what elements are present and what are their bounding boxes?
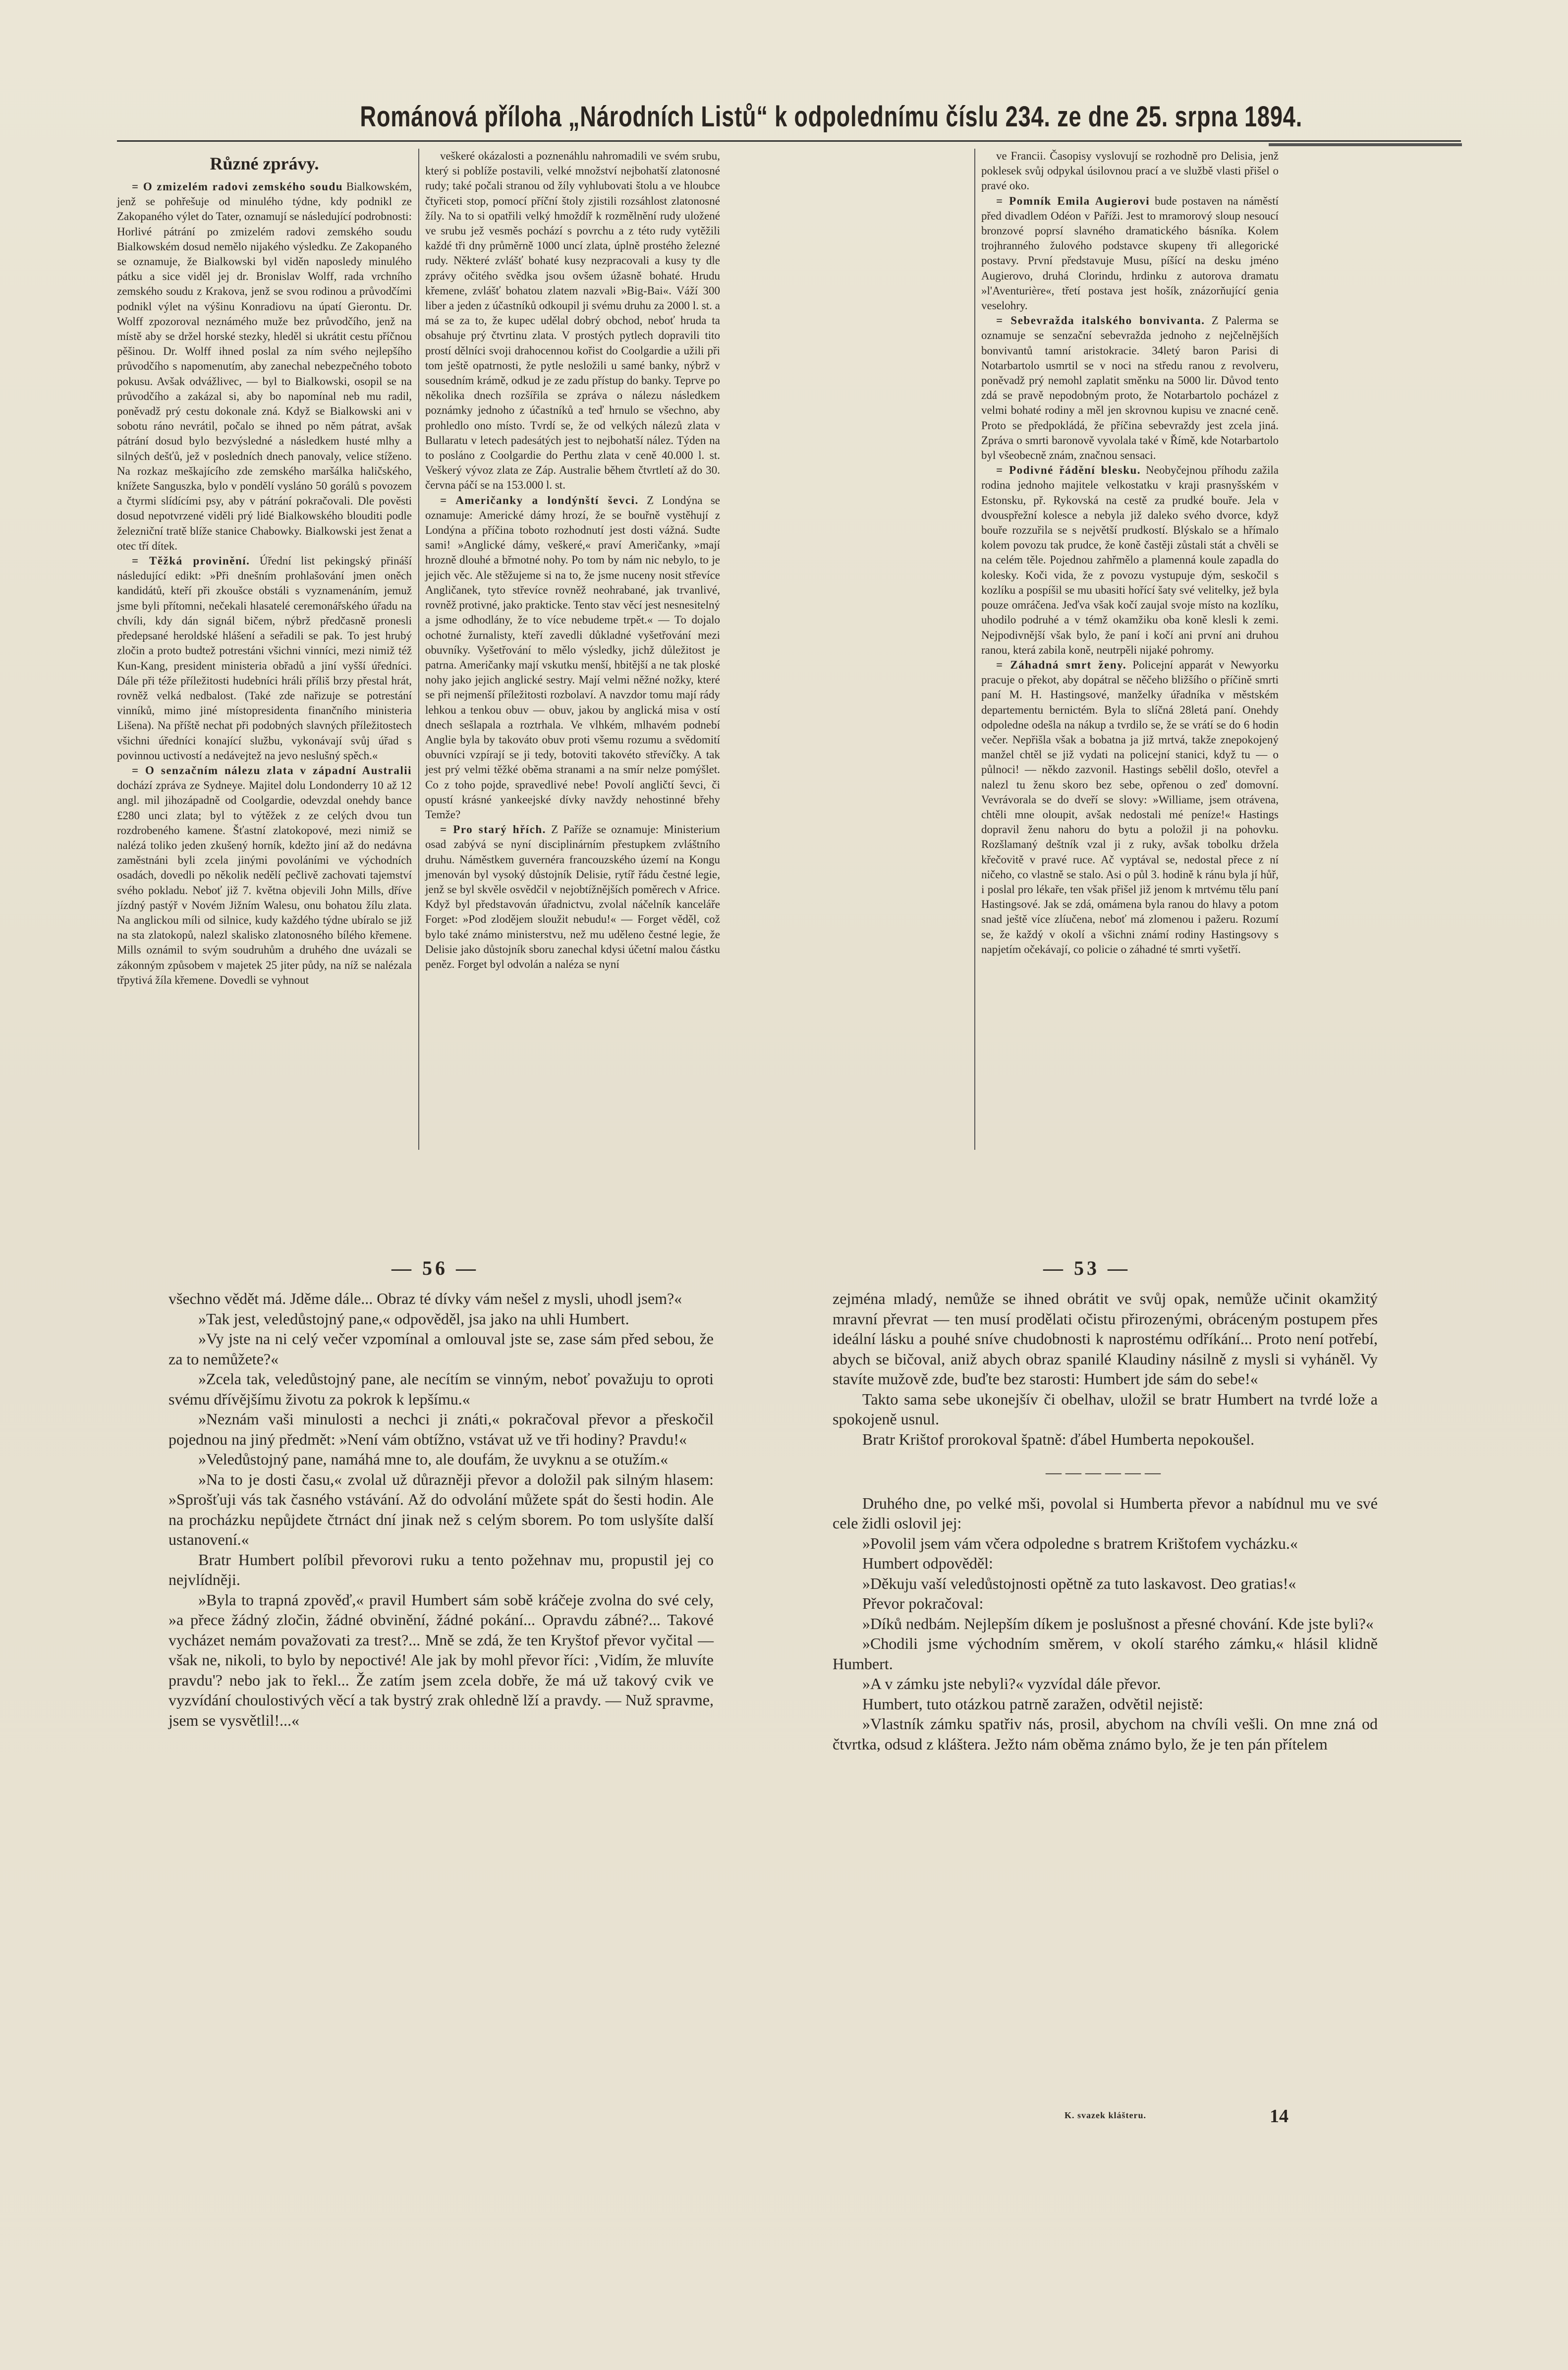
story-paragraph: »Povolil jsem vám včera odpoledne s bratrem Krištofem vycházku.« [862,1534,1298,1552]
news-item [425,149,720,493]
column-divider [418,149,419,1150]
masthead: Románová příloha „Národních Listů“ k odpolednímu číslu 234. ze dne 25. srpna 1894. [360,101,1303,133]
news-item [117,179,412,554]
news-item [981,313,1279,463]
news-item-title: = Podivné řádění blesku. [996,464,1141,477]
news-item [425,822,720,972]
story-paragraph: »Vy jste na ni celý večer vzpomínal a omlouval jste se, zase sám před sebou, že za to nemůžete?« [168,1330,714,1368]
news-item [117,554,412,763]
column-1 [117,149,412,988]
news-item-title: = Sebevražda italského bonvivanta. [996,314,1205,327]
story-paragraph: »Zcela tak, veledůstojný pane, ale necítím se vinným, neboť považuju to oproti svému dřívějšímu životu za pokrok k lepšímu.« [168,1370,714,1408]
story-paragraph: Takto sama sebe ukonejšív či obelhav, uložil se bratr Humbert na tvrdé lože a spokojeně usnul. [833,1390,1378,1428]
column-2 [425,149,720,972]
story-paragraph: Humbert odpověděl: [862,1554,993,1572]
story-paragraph: »Díků nedbám. Nejlepším díkem je poslušnost a přesné chování. Kde jste byli?« [862,1614,1374,1633]
story-paragraph: Bratr Krištof prorokoval špatně: ďábel Humberta nepokoušel. [862,1430,1255,1448]
news-item-title: = Těžká provinění. [132,555,250,567]
news-item-title: = Záhadná smrt ženy. [996,658,1127,671]
news-item-text: Bialkowském, jenž se pohřešuje od minulého týdne, kdy podnikl ze Zakopaného výlet do Tater, oznamují se následující podrobnosti: Horlivé pátrání po zmizelém radovi zemského soudu Bialkowském dosud nemělo nijakého výsledku. Ze Zakopaného se oznamuje, že Bialkowski byl viděn naposledy minulého pátku a sice viděl jej dr. Bronislav Wolff, rada vrchního zemského soudu z Krakova, jenž se svou rodinou a průvodčími podnikl výlet na výšinu Konradiovu na úpatí Gierontu. Dr. Wolff zpozoroval neznámého muže bez průvodčího, jenž na místě aby se držel horské stezky, hleděl si ukrátit cestu příčnou pěšinou. Dr. Wolff ihned poslal za ním svého nejlepšího průvodčího s napomenutím, aby zanechal nebezpečného toboto pokusu. Avšak odvážlivec, — byl to Bialkowski, osopil se na průvodčího a zakázal si, aby bo napomínal neb mu radil, poněvadž prý cestu dokonale zná. Když se Bialkowski ani v sobotu ráno nevrátil, počalo se ihned po něm pátrat, avšak pátrání dosud bylo bezvýsledné a následkem husté mlhy a silných dešťů, jež v posledních dnech panovaly, velice stíženo. Na rozkaz meškajícího zde zemského maršálka haličského, knížete Sanguszka, bylo v pondělí vysláno 50 gorálů s povozem a čtyrmi slídícími psy, aby v pátrání pokračovali. Dle pověsti dosud nepotvrzené viděli prý lidé Bialkowského blouditi podle železniční tratě blíže stanice Chabowky. Bialkowski jest ženat a otec tří dítek. [117,180,412,552]
news-item-text: Z Palerma se oznamuje se senzační sebevražda jednoho z nejčelnějších bonvivantů tamní aristokracie. 34letý baron Parisi di Notarbartolo usmrtil se v noci na středu ranou z revolveru, poněvadž prý nemohl zaplatit směnku na 5000 lir. Důvod tento zdá se pravě nepodobným proto, že Notarbartolo pocházel z velmi bohaté rodiny a měl jen skrovnou kupisu ve znacné ceně. Proto se předpokládá, že příčina sebevraždy jest zcela jiná. Zpráva o smrti baronově vyvolala také v Římě, kde Notarbartolo byl všeobecně znám, značnou sensaci. [981,314,1279,462]
story-paragraph: »A v zámku jste nebyli?« vyzvídal dále převor. [862,1675,1161,1693]
section-title: Různé zprávy. [210,154,319,173]
story-paragraph: »Na to je dosti času,« zvolal už důrazněji převor a doložil pak silným hlasem: »Sprošťuji vás tak časného vstávání. Až do odvolání můžete spát do šesti hodin. Ale na procházku nepůjdete čtrnáct dní jinak než s celým sborem. Po tom uslyšíte další ustanovení.« [168,1470,714,1548]
news-item [981,463,1279,658]
folio-number: 14 [1270,2106,1288,2127]
story-paragraph: »Veledůstojný pane, namáhá mne to, ale doufám, že uvyknu a se otužím.« [198,1450,669,1468]
news-item-title: = Pro starý hřích. [440,823,546,836]
story-paragraph: »Vlastník zámku spatřiv nás, prosil, abychom na chvíli vešli. On mne zná od čtvrtka, odsud z kláštera. Ježto nám oběma známo bylo, že je ten pán přítelem [833,1715,1378,1753]
page-number-right: — 53 — [1043,1257,1130,1279]
story-paragraph: zejména mladý, nemůže se ihned obrátit ve svůj opak, nemůže učinit okamžitý mravní převrat — ten musí prodělati očistu přirozenými, obráceným postupem přes ideální lásku a pouhé sníve chudobnosti k naprostému odříkání... Proto není potřebí, abych se bičoval, aniž abych obraz spanilé Klaudiny násilně z mysli si vyháněl. Vy stavíte mužově zde, buďte bez starosti: Humbert jde sám do sebe!« [833,1290,1378,1388]
story-paragraph: »Neznám vaši minulosti a nechci ji znáti,« pokračoval převor a přeskočil pojednou na jiný předmět: »Není vám obtížno, vstávat už ve tři hodiny? Pravdu!« [168,1410,714,1448]
story-paragraph: »Tak jest, veledůstojný pane,« odpověděl, jsa jako na uhli Humbert. [198,1309,629,1328]
news-item [425,493,720,822]
news-item-text: Z Paříže se oznamuje: Ministerium osad zabývá se nyní disciplinárním přestupkem zvláštního druhu. Náměstkem guvernéra francouzského území na Kongu jmenován byl vysoký důstojník Delisie, rytíř řádu čestné legie, jenž se byl skvěle osvědčil v nejobtížnějších poměrech v Africe. Když byl představován úřadnictvu, zvolal náčelník kanceláře Forget: »Pod zlodějem sloužit nebudu!« — Forget věděl, což bylo také známo ministerstvu, než mu uděleno čestné legie, že Delisie jako důstojník sboru zanechal kdysi účetní malou částku peněz. Forget byl odvolán a naléza se nyní [425,823,720,970]
top-rule [117,140,1461,142]
news-item-text: dochází zpráva ze Sydneye. Majitel dolu Londonderry 10 až 12 angl. mil jihozápadně od Coolgardie, odevzdal onehdy bance £280 unci zlata; byl to výtěžek z ze celých dvou tun rozdrobeného kamene. Šťastní zlatokopové, mezi nimiž se nalézá toliko jeden zkušený horník, kdežto jiní až do nedávna zaměstnáni byli zcela jinými povoláními ve východních osadách, dovedli po několik nedělí pečlivě zachovati tajemství svého pokladu. Neboť již 7. května objevili John Mills, dříve jízdný pastýř v Novém Jižním Walesu, onu bohatou žílu zlata. Na anglickou míli od silnice, kudy každého týdne ubíralo se již na sta zlatokopů, nalezl skalisko zlatonosného bílého křemene. Mills oznámil to svým soudruhům a druhého dne uvázali se zákonným způsobem v majetek 25 jiter půdy, na níž se nalézala třpytivá žíla křemene. Dovedli se vyhnout [117,779,412,986]
story-paragraph: »Děkuju vaší veledůstojnosti opětně za tuto laskavost. Deo gratias!« [862,1574,1296,1592]
section-separator: —————— [1046,1463,1165,1481]
page-number-left: — 56 — [392,1257,479,1279]
news-item [981,149,1279,194]
story-right-page [833,1289,1378,1754]
column-divider [974,149,975,1150]
news-item [981,194,1279,314]
news-item-text: veškeré okázalosti a poznenáhlu nahromadili ve svém srubu, který si poblíže postavili, velké množství nejbohatší zlatonosné rudy; také počali stranou od žíly vyhlubovati štolu a ve hloubce čtyřiceti stop, pomocí příční štoly zjistili rozsáhlost zlatonosné žíly. Na to si opatřili velký hmoždíř k rozmělnění rudy uložené ve srubu jež vesměs pochází s povrchu a z této rudy vytěžili každé tři dny průměrně 1000 uncí zlata, úplně prostého železné rudy. Některé zvlášť bohaté kusy nezpracovali a kusy ty dle zprávy očitého svědka jsou ovšem úžasně bohaté. Hrudu křemene, zvlášť bohatou zlatem nazvali »Big-Bai«. Váží 300 liber a jeden z účastníků odkoupil ji svému druhu za 2000 l. st. a má se za to, že kupec udělal dobrý obchod, neboť hruda ta obsahuje prý čtvrtinu zlata. V prostých pytlech dopravili tito prostí dělníci svoji drahocennou kořist do Coolgardie a užili při tom ještě opatrnosti, že pytle nesložili u samé banky, nýbrž v sousedním krámě, odkud je ze zadu přístup do banky. Teprve po několika dnech rozšířila se zpráva o nálezu následkem poznámky jednoho z účastníků a teď hrnulo se všechno, aby prohledlo ono místo. Tvrdí se, že od velkých nálezů zlata v Bullaratu v letech padesátých jest to nejbohatší nález. Týden na to posláno z Coolgardie do Perthu zlata v ceně 40.000 l. st. Veškerý vývoz zlata ze Záp. Australie během čtvrtletí až do 30. června páčí se na 153.000 l. st. [425,150,720,492]
column-3 [981,149,1279,957]
story-paragraph: Převor pokračoval: [862,1594,984,1612]
story-left-page [168,1289,714,1730]
news-item [981,658,1279,957]
news-item-title: = O zmizelém radovi zemského soudu [132,180,343,193]
news-item [117,763,412,988]
story-paragraph: všechno vědět má. Jděme dále... Obraz té dívky vám nešel z mysli, uhodl jsem?« [168,1290,682,1307]
news-item-title: = Pomník Emila Augierovi [996,194,1150,207]
news-item-text: ve Francii. Časopisy vyslovují se rozhodně pro Delisia, jenž poklesek svůj odpykal úsilovnou prací a ve službě vlasti přišel o pravé oko. [981,150,1279,192]
story-paragraph: Humbert, tuto otázkou patrně zaražen, odvětil nejistě: [862,1694,1203,1713]
news-item-title: = Američanky a londýnští ševci. [440,494,639,507]
news-item-text: Policejní apparát v Newyorku pracuje o překot, aby dopátral se něčeho bližšího o příčině smrti paní M. H. Hastingsové, manželky úřadníka v městském departementu bernictém. Byla to slíčná 28letá paní. Onehdy odpoledne odešla na nákup a tvrdilo se, že se vrátí se do 6 hodin večer. Nepřišla však a bobatna ja již mrtvá, takže znepokojený manžel chtěl se již vydati na policejní stanici, když tu — o půlnoci! — někdo zazvonil. Hastings sebělil došlo, otevřel a nalezl tu ženu skoro bez sebe, opřenou o zeď domovní. Vevrávorala se do dveří se slovy: »Williame, jsem otrávena, chtěli mne oloupit, avšak nedostali mé peníze!« Hastings dopravil ženu nahoru do bytu a položil ji na pohovku. Rozšlamaný deštník vzal ji z ruky, avšak tobolku držela křečovitě v pravé ruce. Ač vyptával se, nedostal přece z ní ničeho, co vlastně se stalo. Asi o půl 3. hodině k ránu byla jí hůř, i poslal pro lékaře, ten však přišel již jenom k mrtvému tělu paní Hastingsové. Jak se zdá, omámena byla ranou do hlavy a potom snad ještě více zlíučena, neboť má zlomenou i pažeru. Rozumí se, že každý v okolí a všichni známí rodiny Hastingsovy s napjetím očekávají, co policie o záhadné té smrti vyšetří. [981,658,1279,956]
story-paragraph: »Byla to trapná zpověď,« pravil Humbert sám sobě kráčeje zvolna do své cely, »a přece žádný zločin, žádné obvinění, žádné pokání... Opravdu zábné?... Takové vycházet nemám považovati za trest?... Mně se zdá, že ten Kryštof převor vyčital — však ne, nikoli, to bylo by nepoctivé! Ale jak by mohl převor říci: ‚Vidím, že mluvíte pravdu'? nebo jak to řekl... Že zatím jsem zcela dobře, že má už takový cvik ve vyzvídání choulostivých věcí a tak bystrý zrak ohledně lží a pravdy. — Nuž spravme, jsem se vysvětlil!...« [168,1590,714,1729]
news-item-text: Z Londýna se oznamuje: Americké dámy hrozí, že se bouřně vystěhují z Londýna a příčina toboto rozhodnutí jest dosti vážná. Sudte sami! »Anglické dámy, veškeré,« praví Američanky, »mají hrozně dlouhé a břmotné nohy. Po tom by nám nic nebylo, to je jejich věc. Ale stěžujeme si na to, že jsme nuceny nosit střevíce Angličanek, tyto střevíce rovněž neohrabané, jak trvanlivé, rovněž protivné, jako prakticke. Tento stav věcí jest nesnesitelný a jsme odhodlány, že to více nebudeme trpět.« — To dojalo ochotné žurnalisty, kteří zavedli důkladné vyšetřování mezi obuvníky. Vyšetřování to mělo výsledky, jichž důležitost je patrna. Američanky mají vskutku menší, hbitější a ne tak ploské nohy jako jejich anglické sestry. Mají velmi něžné nožky, které se při nejmenší příležitosti rozbolaví. A navzdor tomu mají rády lehkou a tenkou obuv — obuv, jakou by anglická misa v ostí dnech sešlapala a roztrhala. Ve vlhkém, mlhavém podnebí Anglie byla by takováto obuv proti všemu rozumu a svědomití obuvníci vzpírají se ji tedy, botoviti takovéto střevíčky. A tak jest prý velmi těžké oběma stranami a na smír nelze pomýšlet. Co z toho pojde, spravedlivé nebe! Povolí angličtí ševci, či opustí krásné yankeejské dívky navždy nehostinné břehy Temže? [425,494,720,821]
news-item-text: bude postaven na náměstí před divadlem Odéon v Paříži. Jest to mramorový sloup nesoucí bronzové poprsí slavného dramatického básníka. Kolem trojhranného žulového podstavce skupeny tři allegorické postavy. První představuje Musu, píšící na desku jméno Augierovo, druhá Clorindu, hrdinku z autorova dramatu »l'Aventurière«, třetí postava jest hošík, znázorňující genia veselohry. [981,194,1279,312]
top-rule-thick [1269,143,1462,146]
news-item-text: Úřední list pekingský přináší následující edikt: »Při dnešním prohlašování jmen oněch kandidátů, kteří při zkoušce obstáli s vyznamenáním, jemuž jsme byli přítomni, nečekali hlasatelé ceremonářského úřadu na chvíli, kdy dán signál bičem, nýbrž předčasně pronesli předepsané heroldské hlášení a seřadili se pak. To jest hrubý zločin a proto budtež potrestáni všichni vinníci, mezi nimiž též Kun-Kang, president ministeria obřadů a jiní vyšší úředníci. Dále při téže příležitosti hudebníci hráli příliš brzy přestal hrát, rovněž velká nedbalost. (Také zde nařizuje se potrestání vinníků, mimo jiné místopresidenta finančního ministeria Lišena). Na příště nechat při podobných slavných příležitostech všichni úředníci konající službu, vykonávají svůj úřad s povinnou uctivostí a nedávejtež na jevo neslušný spěch.« [117,555,412,762]
story-paragraph: Druhého dne, po velké mši, povolal si Humberta převor a nabídnul mu ve své cele židli oslovil jej: [833,1494,1378,1532]
news-item-text: Neobyčejnou příhodu zažila rodina jednoho majitele velkostatku v kraji prasnyšském v Estonsku, př. Rykovská na cestě za prudké bouře. Jela v dvouspřežní kolesce a nebyla již daleko svého dvorce, když bouře rozzuřila se s největší prudkostí. Blýskalo se a hřímalo kolem povozu tak prudce, že koně častěji zůstali stát a chvěli se na celém těle. Pojednou zahřmělo a plamenná koule zapadla do kolesky. Koči vida, že z povozu vystupuje dým, seskočil s kozlíku a pospíšil se mu ubasiti hořící šaty své velitelky, jež byla pouze omráčena. Jeďva však kočí zaujal svoje místo na kozlíku, uhodilo podruhé a v témž okamžiku oba koně klesli k zemi. Nejpodivnější však bylo, že paní i kočí ani první ani druhou ranou, která zabila koně, neutrpěli nijaké pohromy. [981,464,1279,656]
signature-mark: K. svazek klášteru. [1064,2110,1146,2120]
story-paragraph: Bratr Humbert políbil převorovi ruku a tento požehnav mu, propustil jej co nejvlídněji. [168,1550,714,1588]
story-paragraph: »Chodili jsme východním směrem, v okolí starého zámku,« hlásil klidně Humbert. [833,1635,1378,1673]
news-item-title: = O senzačním nálezu zlata v západní Australii [132,764,412,777]
